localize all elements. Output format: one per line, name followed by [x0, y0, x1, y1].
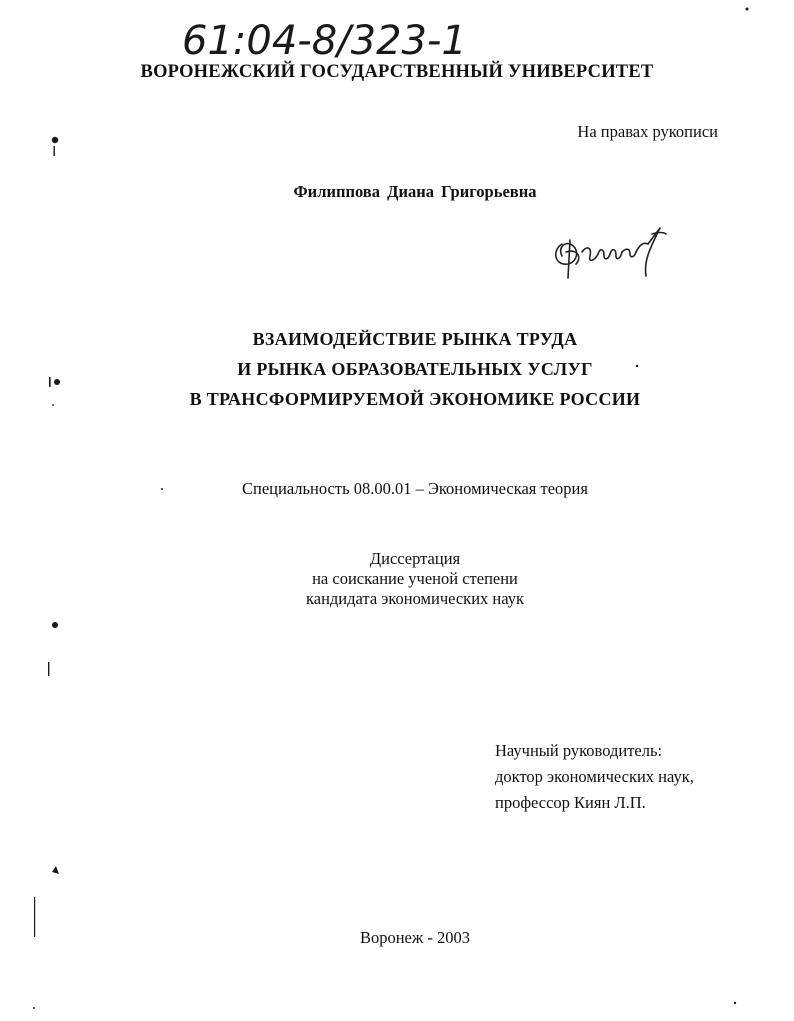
supervisor-line-2: доктор экономических наук,: [495, 767, 694, 786]
dissertation-title: [0, 324, 794, 414]
binding-mark: [54, 146, 55, 156]
binding-mark: [52, 866, 59, 874]
degree-statement: [0, 549, 794, 609]
rights-note: На правах рукописи: [577, 122, 718, 141]
title-line-1: ВЗАИМОДЕЙСТВИЕ РЫНКА ТРУДА: [252, 329, 578, 349]
specialty: Специальность 08.00.01 – Экономическая теория: [242, 479, 588, 498]
supervisor-line-3: профессор Киян Л.П.: [495, 793, 646, 812]
supervisor-line-1: Научный руководитель:: [495, 741, 663, 760]
degree-line-2: на соискание ученой степени: [312, 569, 518, 588]
degree-line-3: кандидата экономических наук: [305, 589, 524, 608]
city-year: Воронеж - 2003: [359, 928, 471, 947]
title-line-2: И РЫНКА ОБРАЗОВАТЕЛЬНЫХ УСЛУГ: [237, 359, 593, 379]
author-name: Филиппова Диана Григорьевна: [293, 182, 537, 201]
author-signature: [548, 222, 672, 284]
margin-speck: [734, 1002, 736, 1004]
archive-code-text: 61:04-8/323-1: [182, 18, 467, 64]
binding-mark: [48, 662, 49, 676]
title-line-3: В ТРАНСФОРМИРУЕМОЙ ЭКОНОМИКЕ РОССИИ: [189, 389, 641, 409]
degree-line-1: Диссертация: [369, 549, 461, 568]
supervisor-block: [495, 738, 694, 816]
margin-speck: [746, 8, 749, 11]
binding-mark: [52, 622, 58, 628]
margin-speck: [33, 1007, 35, 1009]
university-name: ВОРОНЕЖСКИЙ ГОСУДАРСТВЕННЫЙ УНИВЕРСИТЕТ: [140, 62, 654, 82]
binding-mark: [52, 137, 58, 143]
archive-code: [178, 4, 508, 68]
